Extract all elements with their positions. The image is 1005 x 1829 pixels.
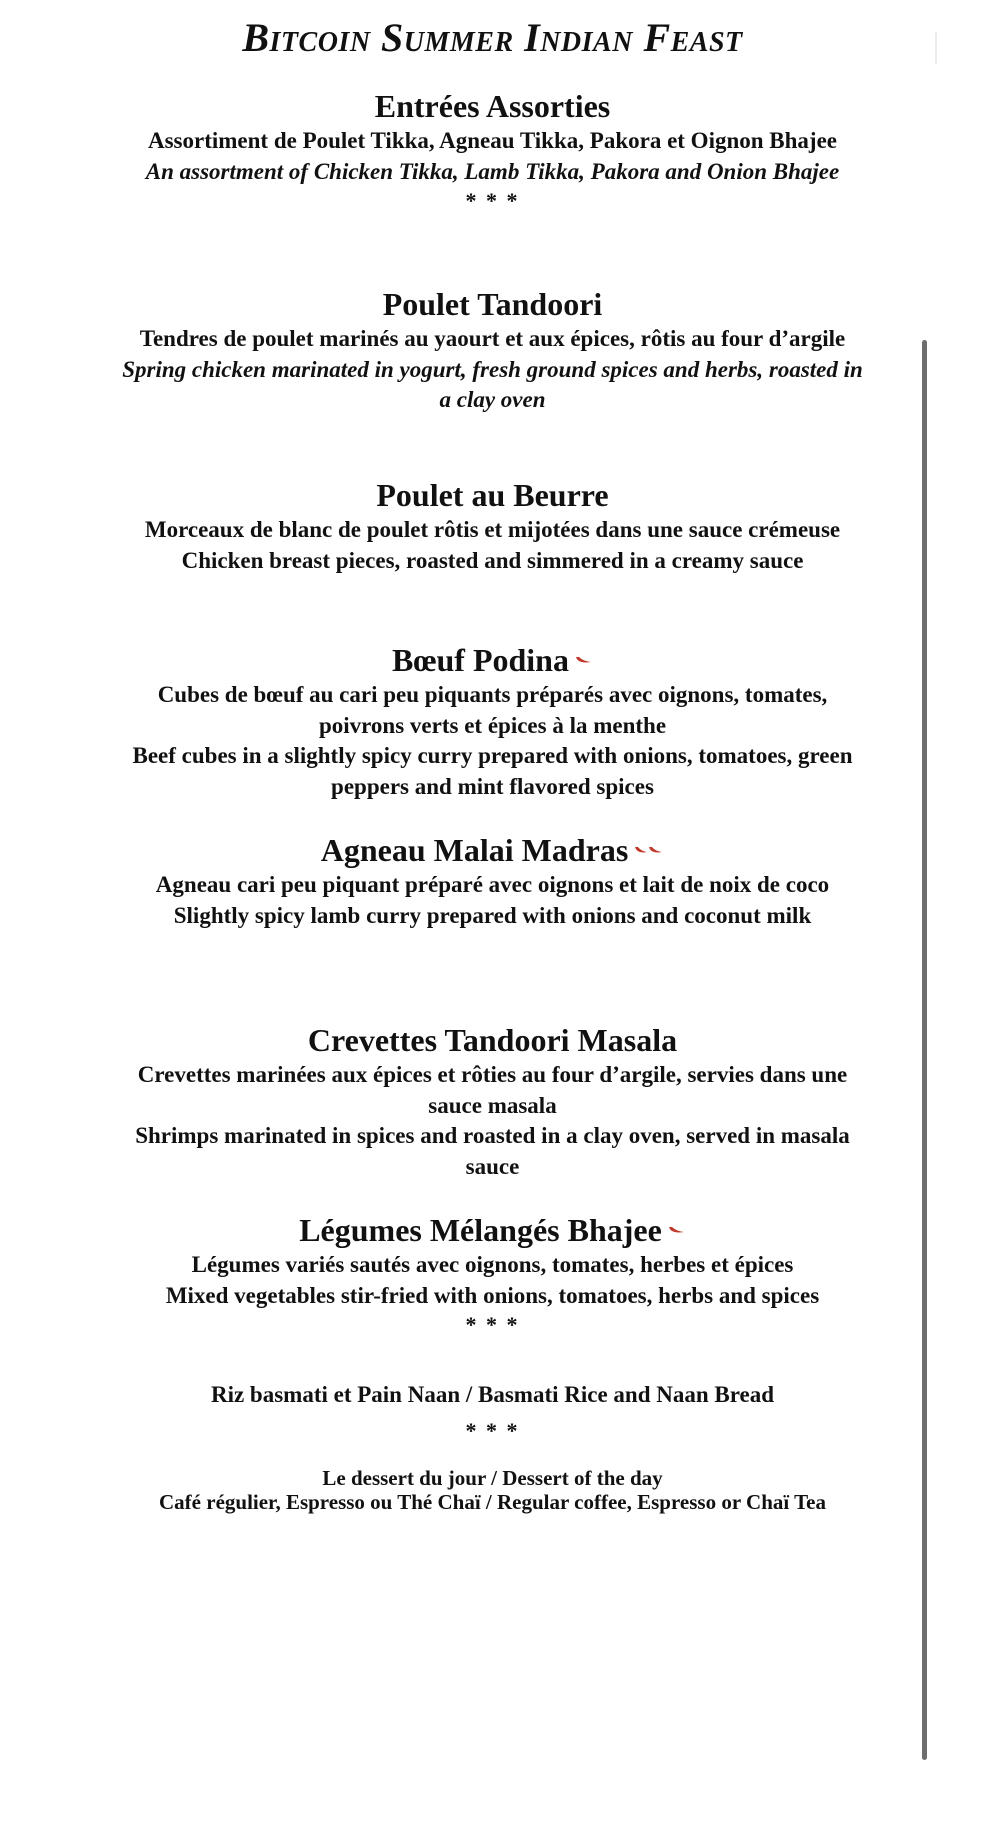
menu-section-poulet-au-beurre bbox=[120, 475, 865, 576]
dish-name-text: Agneau Malai Madras bbox=[320, 832, 629, 868]
dish-name bbox=[120, 1210, 865, 1250]
menu-section-rice bbox=[120, 1380, 865, 1445]
dish-name: Poulet Tandoori bbox=[382, 286, 603, 322]
menu-section-entrees bbox=[120, 86, 865, 215]
dish-description-en: Mixed vegetables stir-fried with onions, tomatoes, herbs and spices bbox=[165, 1282, 820, 1308]
menu-section-poulet-tandoori bbox=[120, 284, 865, 416]
drinks-line: Café régulier, Espresso ou Thé Chaï / Regular coffee, Espresso or Chaï Tea bbox=[159, 1490, 826, 1514]
dish-description-fr: Cubes de bœuf au cari peu piquants préparés avec oignons, tomates, poivrons verts et épices à la menthe bbox=[157, 682, 828, 738]
dish-description-fr: Légumes variés sautés avec oignons, tomates, herbes et épices bbox=[191, 1252, 794, 1277]
dish-name bbox=[120, 640, 865, 680]
separator: * * * bbox=[465, 188, 520, 213]
rice-naan-line: Riz basmati et Pain Naan / Basmati Rice and Naan Bread bbox=[210, 1382, 775, 1407]
dish-name-text: Bœuf Podina bbox=[392, 642, 569, 678]
menu-section-dessert bbox=[120, 1466, 865, 1514]
separator: * * * bbox=[465, 1312, 520, 1337]
dish-description-fr: Morceaux de blanc de poulet rôtis et mijotées dans une sauce crémeuse bbox=[144, 517, 841, 542]
dish-description-fr: Agneau cari peu piquant préparé avec oignons et lait de noix de coco bbox=[155, 872, 830, 897]
dish-description-fr: Crevettes marinées aux épices et rôties au four d’argile, servies dans une sauce masala bbox=[137, 1062, 848, 1118]
dish-description-en: Slightly spicy lamb curry prepared with onions and coconut milk bbox=[173, 902, 812, 928]
chili-pepper-icon bbox=[575, 655, 593, 665]
chili-pepper-icon bbox=[668, 1225, 686, 1235]
menu-section-crevettes-tandoori-masala bbox=[120, 1020, 865, 1182]
dessert-line: Le dessert du jour / Dessert of the day bbox=[322, 1466, 663, 1490]
divider bbox=[935, 32, 937, 64]
menu-section-legumes-melanges-bhajee bbox=[120, 1210, 865, 1339]
dish-name-text: Légumes Mélangés Bhajee bbox=[299, 1212, 662, 1248]
dish-description-fr: Tendres de poulet marinés au yaourt et aux épices, rôtis au four d’argile bbox=[139, 326, 846, 351]
dish-description-en: Spring chicken marinated in yogurt, fresh ground spices and herbs, roasted in a clay oven bbox=[122, 356, 863, 412]
dish-description-fr: Assortiment de Poulet Tikka, Agneau Tikka, Pakora et Oignon Bhajee bbox=[147, 128, 838, 153]
dish-description-en: Beef cubes in a slightly spicy curry prepared with onions, tomatoes, green peppers and mint flavored spices bbox=[132, 743, 853, 799]
dish-description-en: Chicken breast pieces, roasted and simmered in a creamy sauce bbox=[181, 547, 804, 573]
dish-description-en: An assortment of Chicken Tikka, Lamb Tikka, Pakora and Onion Bhajee bbox=[145, 158, 840, 184]
menu-section-boeuf-podina bbox=[120, 640, 865, 802]
dish-name: Entrées Assorties bbox=[374, 88, 611, 124]
menu-section-agneau-malai-madras bbox=[120, 830, 865, 931]
chili-pepper-icon bbox=[634, 845, 664, 855]
dish-description-en: Shrimps marinated in spices and roasted in a clay oven, served in masala sauce bbox=[135, 1123, 850, 1179]
dish-name bbox=[120, 830, 865, 870]
separator: * * * bbox=[465, 1417, 520, 1443]
dish-name: Poulet au Beurre bbox=[376, 477, 609, 513]
vertical-scrollbar[interactable] bbox=[922, 340, 927, 1760]
menu-title: Bitcoin Summer Indian Feast bbox=[242, 15, 743, 60]
dish-name: Crevettes Tandoori Masala bbox=[307, 1022, 678, 1058]
